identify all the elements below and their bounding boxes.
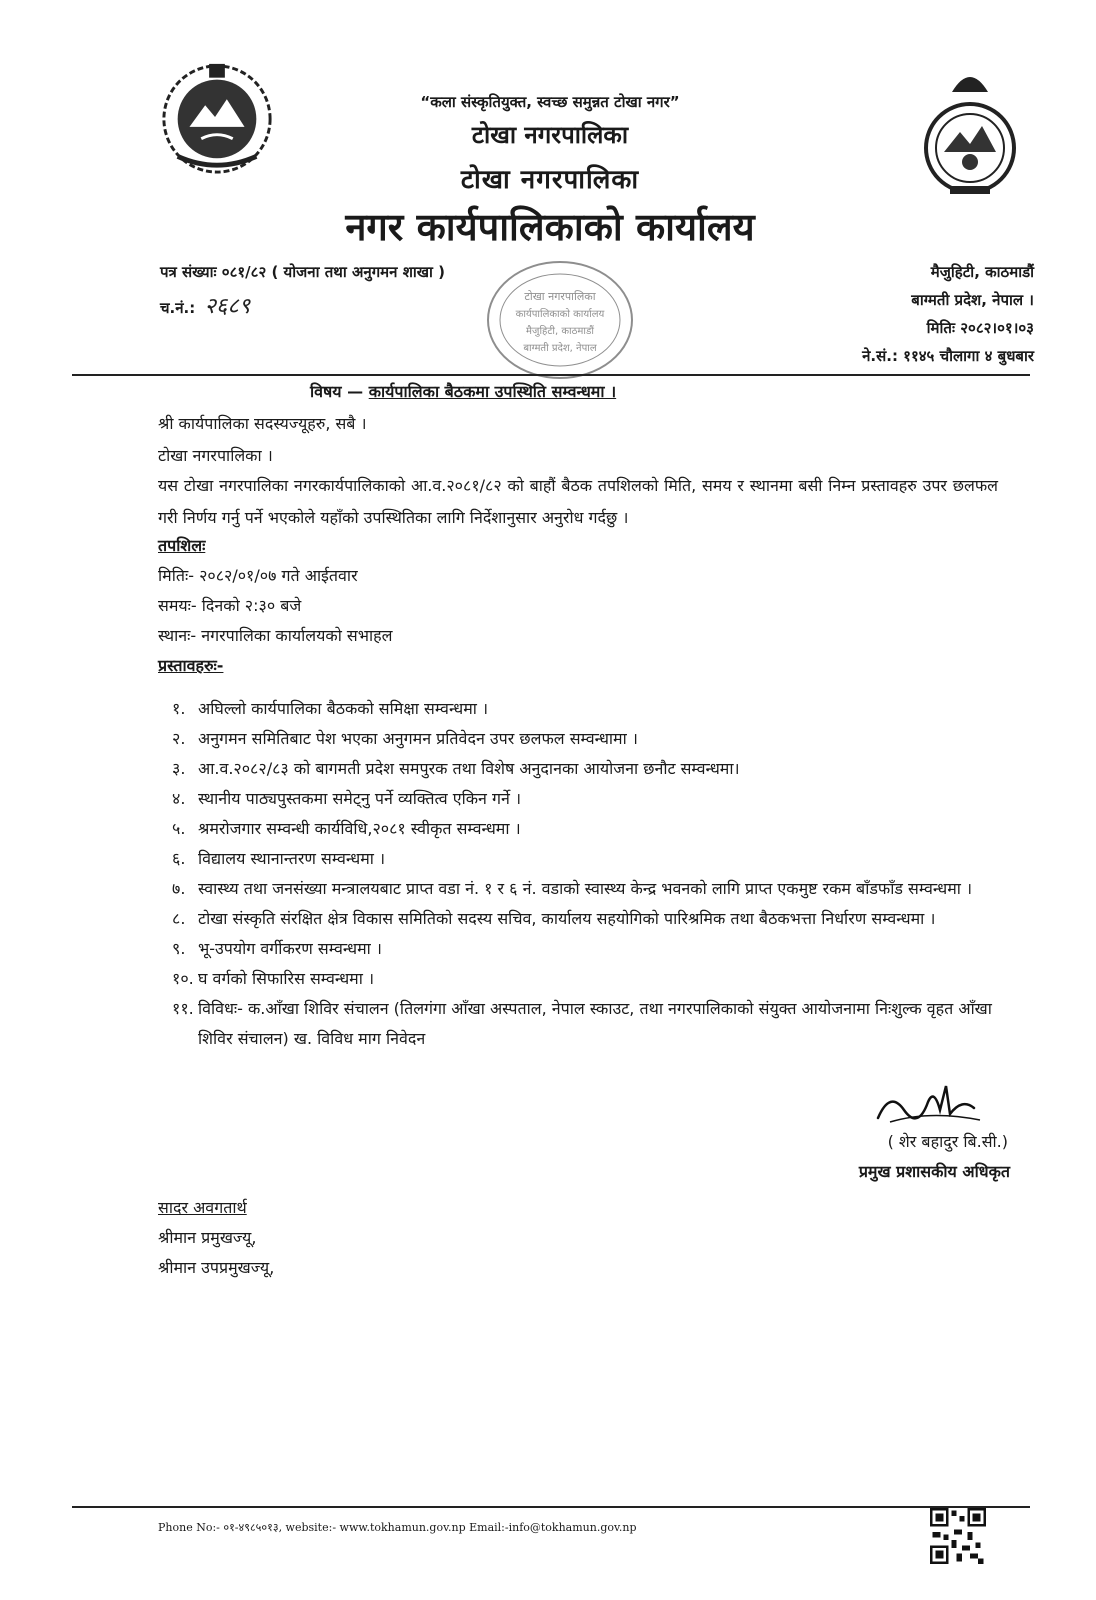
agenda-item-text: विद्यालय स्थानान्तरण सम्वन्धमा । (198, 849, 386, 868)
dispatch-number (160, 290, 250, 320)
agenda-item-text: आ.व.२०८२/८३ को बागमती प्रदेश समपुरक तथा विशेष अनुदानका आयोजना छनौट सम्वन्धमा। (198, 759, 740, 778)
schedule-heading: तपशिलः (158, 536, 206, 555)
svg-text:मैजुहिटी, काठमाडौं: मैजुहिटी, काठमाडौं (526, 326, 594, 337)
schedule-place: स्थानः- नगरपालिका कार्यालयको सभाहल (158, 626, 393, 645)
address-line-1: मैजुहिटी, काठमाडौं (930, 263, 1034, 281)
agenda-item (172, 874, 1002, 904)
signer-title: प्रमुख प्रशासकीय अधिकृत (858, 1162, 1010, 1181)
agenda-item (172, 904, 1002, 934)
svg-text:बाग्मती प्रदेश, नेपाल: बाग्मती प्रदेश, नेपाल (523, 343, 597, 354)
footer-divider (72, 1506, 1030, 1508)
nepal-government-emblem-icon (158, 58, 276, 176)
agenda-item-number: ९. (172, 939, 186, 958)
cc-heading: सादर अवगतार्थ (158, 1198, 247, 1217)
subject-label: विषय — (310, 382, 364, 401)
schedule-time: समयः- दिनको २:३० बजे (158, 596, 302, 615)
agenda-item (172, 754, 1002, 784)
body-paragraph: यस टोखा नगरपालिका नगरकार्यपालिकाको आ.व.२०८१/८२ को बाहौं बैठक तपशिलको मिति, समय र स्थानमा बसी निम्न प्रस्तावहरु उपर छलफल गरी निर्णय गर्नु पर्ने भएकोले यहाँको उपस्थितिका लागि निर्देशानुसार अनुरोध गर्दछु । (158, 476, 998, 527)
nepal-sambat-date: ने.सं.: ११४५ चौलागा ४ बुधबार (862, 347, 1034, 365)
agenda-item-text: भू-उपयोग वर्गीकरण सम्वन्धमा । (198, 939, 382, 958)
agenda-item (172, 934, 1002, 964)
schedule-date: मितिः- २०८२/०१/०७ गते आईतवार (158, 566, 358, 585)
signer-name: ( शेर बहादुर बि.सी.) (887, 1132, 1008, 1151)
agenda-item (172, 844, 1002, 874)
cc-line-2: श्रीमान उपप्रमुखज्यू, (158, 1258, 275, 1277)
agenda-item-number: ८. (172, 909, 186, 928)
address-line-2: बाग्मती प्रदेश, नेपाल । (911, 291, 1034, 309)
tokha-municipality-logo-icon (922, 62, 1018, 202)
subject-line (310, 380, 616, 402)
agenda-item (172, 724, 1002, 754)
agenda-item-number: ५. (172, 819, 186, 838)
proposals-heading: प्रस्तावहरुः- (158, 656, 224, 675)
agenda-item (172, 994, 1002, 1054)
dispatch-number-value: २६८९ (204, 294, 251, 319)
letter-number: पत्र संख्याः ०८१/८२ ( योजना तथा अनुगमन शाखा ) (160, 263, 446, 281)
agenda-item-number: ३. (172, 759, 186, 778)
svg-text:कार्यपालिकाको कार्यालय: कार्यपालिकाको कार्यालय (515, 309, 605, 320)
agenda-item (172, 964, 1002, 994)
municipality-motto: “कला संस्कृतियुक्त, स्वच्छ समुन्नत टोखा नगर” (420, 93, 680, 111)
svg-text:टोखा नगरपालिका: टोखा नगरपालिका (524, 290, 596, 303)
cc-line-1: श्रीमान प्रमुखज्यू, (158, 1228, 257, 1247)
office-name: नगर कार्यपालिकाको कार्यालय (345, 205, 755, 249)
header-divider (72, 374, 1030, 376)
agenda-item (172, 784, 1002, 814)
agenda-item-number: २. (172, 729, 186, 748)
letter-date: मितिः २०८२।०१।०३ (926, 319, 1034, 337)
office-stamp (480, 255, 640, 385)
addressee-line-2: टोखा नगरपालिका । (158, 446, 273, 465)
agenda-item-text: टोखा संस्कृति संरक्षित क्षेत्र विकास समितिको सदस्य सचिव, कार्यालय सहयोगिको पारिश्रमिक तथा बैठकभत्ता निर्धारण सम्वन्धमा । (198, 909, 936, 928)
agenda-item-text: स्वास्थ्य तथा जनसंख्या मन्त्रालयबाट प्राप्त वडा नं. १ र ६ नं. वडाको स्वास्थ्य केन्द्र भवनको लागि प्राप्त एकमुष्ट रकम बाँडफाँड सम्वन्धमा । (198, 879, 973, 898)
agenda-item-number: १. (172, 699, 186, 718)
agenda-item-text: अघिल्लो कार्यपालिका बैठकको समिक्षा सम्वन्धमा । (198, 699, 489, 718)
handwritten-signature (870, 1080, 990, 1130)
agenda-item-number: ६. (172, 849, 186, 868)
agenda-item-number: ४. (172, 789, 186, 808)
agenda-item (172, 694, 1002, 724)
agenda-item-text: स्थानीय पाठ्यपुस्तकमा समेट्नु पर्ने व्यक्तित्व एकिन गर्ने । (198, 789, 522, 808)
agenda-item-number: ७. (172, 879, 186, 898)
agenda-item-text: श्रमरोजगार सम्वन्धी कार्यविधि,२०८१ स्वीकृत सम्वन्धमा । (198, 819, 521, 838)
agenda-item-number: ११. (172, 999, 194, 1018)
subject-text: कार्यपालिका बैठकमा उपस्थिति सम्वन्धमा । (368, 382, 617, 401)
agenda-item-text: घ वर्गको सिफारिस सम्वन्धमा । (198, 969, 375, 988)
agenda-item-text: अनुगमन समितिबाट पेश भएका अनुगमन प्रतिवेदन उपर छलफल सम्वन्धामा । (198, 729, 638, 748)
municipality-name-stylized: टोखा नगरपालिका (460, 165, 640, 195)
addressee-line-1: श्री कार्यपालिका सदस्यज्यूहरु, सबै । (158, 414, 367, 433)
agenda-item (172, 814, 1002, 844)
qr-code-icon (930, 1508, 986, 1564)
agenda-item-number: १०. (172, 969, 194, 988)
footer-contact: Phone No:- ०१-४९८५०१३, website:- www.tokhamun.gov.np Email:-info@tokhamun.gov.np (158, 1521, 637, 1534)
dispatch-number-label: च.नं.: (160, 299, 196, 317)
municipality-name: टोखा नगरपालिका (471, 121, 629, 149)
agenda-list (172, 694, 1002, 1054)
agenda-item-text: विविधः- क.आँखा शिविर संचालन (तिलगंगा आँखा अस्पताल, नेपाल स्काउट, तथा नगरपालिकाको संयुक्त आयोजनामा निःशुल्क वृहत आँखा शिविर संचालन) ख. विविध माग निवेदन (198, 999, 992, 1048)
